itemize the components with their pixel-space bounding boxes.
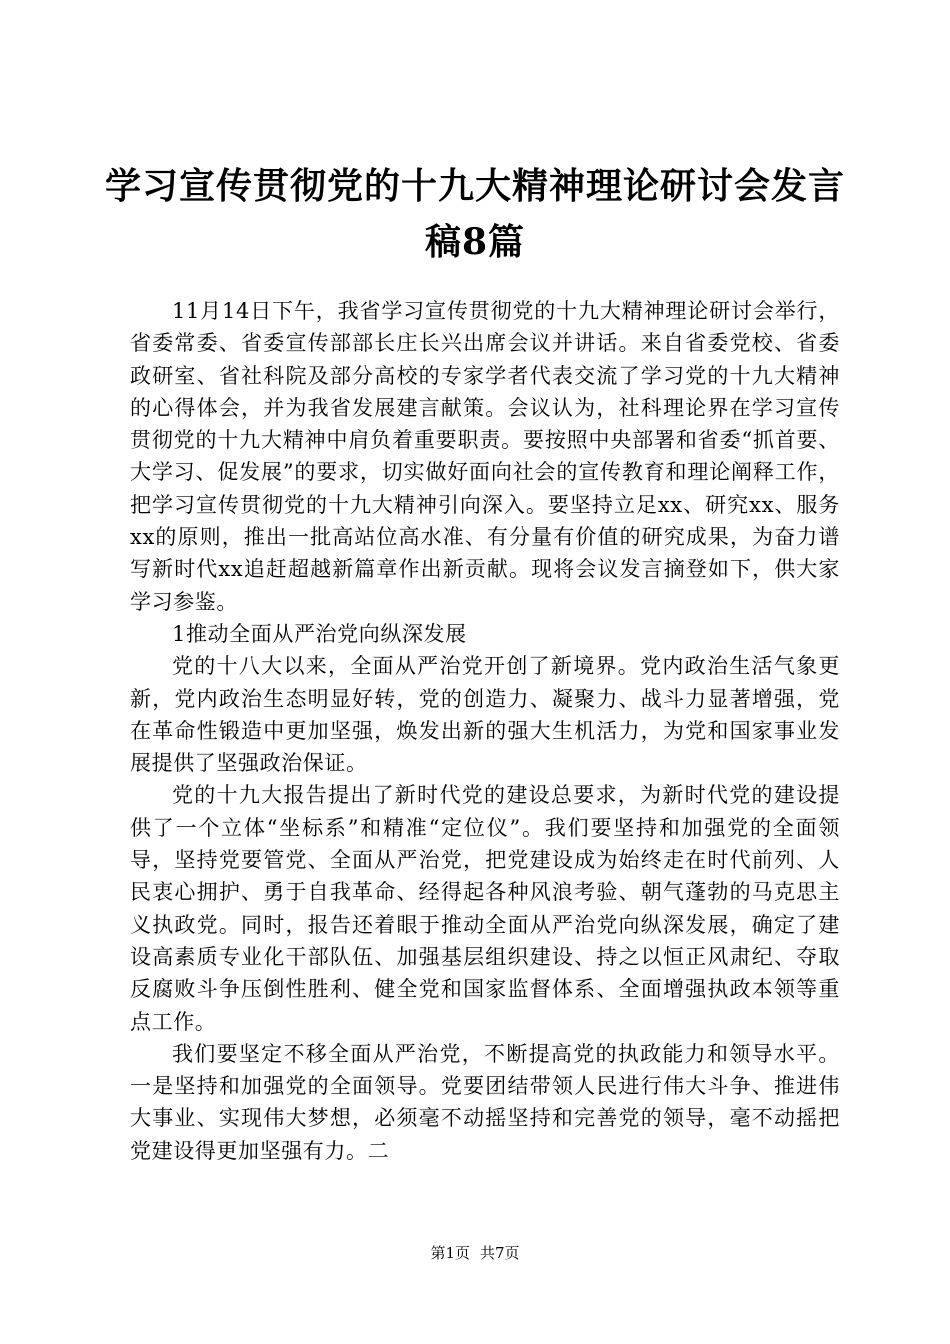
document-title-line-2: 稿8篇: [424, 221, 526, 263]
body-paragraph: 我们要坚定不移全面从严治党，不断提高党的执政能力和领导水平。一是坚持和加强党的全面领导。党要团结带领人民进行伟大斗争、推进伟大事业、实现伟大梦想，必须毫不动摇坚持和完善党的领导，毫不动摇把党建设得更加坚强有力。二: [130, 1041, 840, 1163]
section-heading: 1推动全面从严治党向纵深发展: [172, 621, 467, 646]
body-paragraph: 党的十九大报告提出了新时代党的建设总要求，为新时代党的建设提供了一个立体“坐标系”和精准“定位仪”。我们要坚持和加强党的全面领导，坚持党要管党、全面从严治党，把党建设成为始终走在时代前列、人民衷心拥护、勇于自我革命、经得起各种风浪考验、朝气蓬勃的马克思主义执政党。同时，报告还着眼于推动全面从严治党向纵深发展，确定了建设高素质专业化干部队伍、加强基层组织建设、持之以恒正风肃纪、夺取反腐败斗争压倒性胜利、健全党和国家监督体系、全面增强执政本领等重点工作。: [130, 783, 840, 1034]
body-paragraph: 党的十八大以来，全面从严治党开创了新境界。党内政治生活气象更新，党内政治生态明显好转，党的创造力、凝聚力、战斗力显著增强，党在革命性锻造中更加坚强，焕发出新的强大生机活力，为党和国家事业发展提供了坚强政治保证。: [130, 654, 840, 776]
page-number: 第1页: [430, 1244, 470, 1262]
intro-paragraph: 11月14日下午，我省学习宣传贯彻党的十九大精神理论研讨会举行，省委常委、省委宣传部部长庄长兴出席会议并讲话。来自省委党校、省委政研室、省社科院及部分高校的专家学者代表交流了学习党的十九大精神的心得体会，并为我省发展建言献策。会议认为，社科理论界在学习宣传贯彻党的十九大精神中肩负着重要职责。要按照中央部署和省委“抓首要、大学习、促发展”的要求，切实做好面向社会的宣传教育和理论阐释工作，把学习宣传贯彻党的十九大精神引向深入。要坚持立足xx、研究xx、服务xx的原则，推出一批高站位高水准、有分量有价值的研究成果，为奋力谱写新时代xx追赶超越新篇章作出新贡献。现将会议发言摘登如下，供大家学习参鉴。: [130, 299, 840, 614]
document-title-line-1: 学习宣传贯彻党的十九大精神理论研讨会发言: [104, 165, 845, 207]
page-footer: [0, 1243, 950, 1263]
document-body: [130, 295, 840, 1167]
page-total: 共7页: [480, 1244, 520, 1262]
